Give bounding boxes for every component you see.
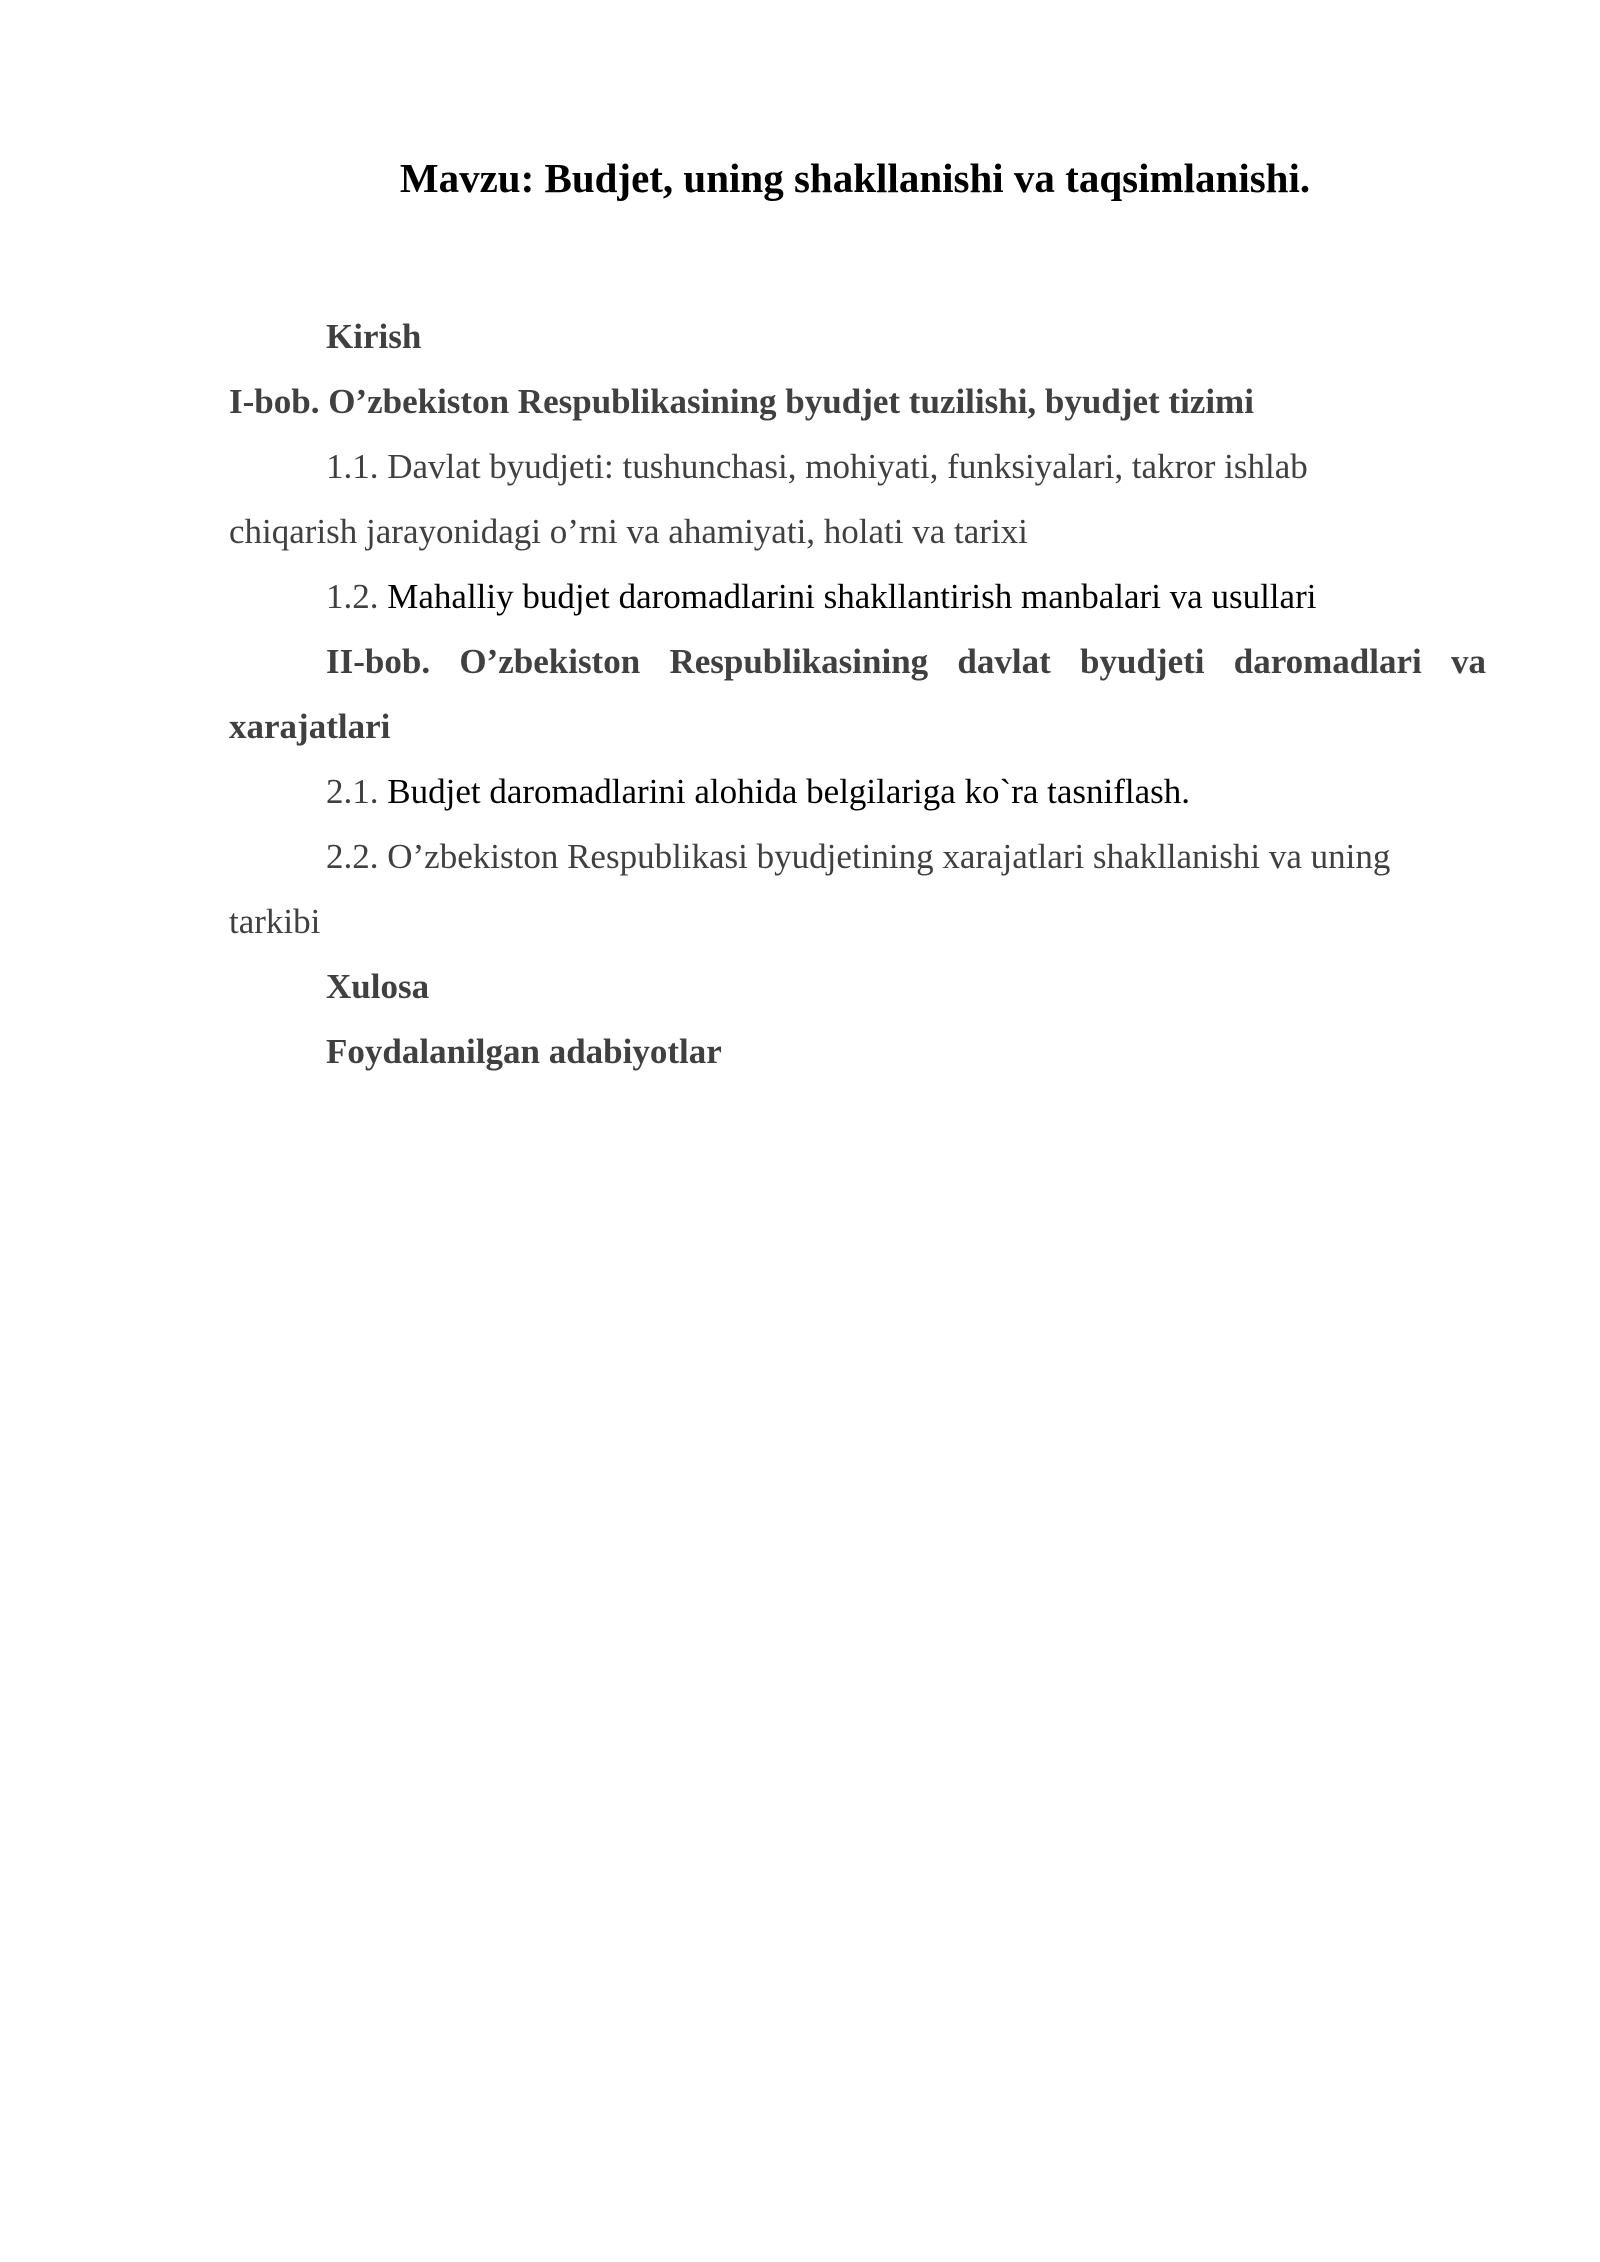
toc-section-1-2-text: Mahalliy budjet daromadlarini shakllantirish manbalari va usullari xyxy=(387,577,1317,616)
toc-section-2-2-line-2: tarkibi xyxy=(229,902,321,941)
toc-section-2-1-text: Budjet daromadlarini alohida belgilariga ko`ra tasniflash. xyxy=(387,772,1191,811)
toc-section-2-2-text: O’zbekiston Respublikasi byudjetining xarajatlari shakllanishi va uning xyxy=(387,837,1391,876)
toc-section-2-1 xyxy=(229,759,1486,824)
toc-section-1-2-number: 1.2. xyxy=(326,577,379,616)
toc-section-1-1-line-2: chiqarish jarayonidagi o’rni va ahamiyati, holati va tarixi xyxy=(229,512,1028,551)
toc-chapter-2-title-line-1: II-bob. O’zbekiston Respublikasining davlat byudjeti daromadlari va xyxy=(326,642,1486,681)
document-title: Mavzu: Budjet, uning shakllanishi va taqsimlanishi. xyxy=(399,155,1311,201)
toc-intro: Kirish xyxy=(326,317,422,356)
toc-chapter-1-title: I-bob. O’zbekiston Respublikasining byudjet tuzilishi, byudjet tizimi xyxy=(229,382,1254,421)
toc-references: Foydalanilgan adabiyotlar xyxy=(326,1032,722,1071)
table-of-contents xyxy=(229,304,1486,1084)
toc-section-2-2-line-1 xyxy=(229,824,1486,889)
toc-section-1-1-number: 1.1. xyxy=(326,447,379,486)
toc-chapter-2-title-line-2: xarajatlari xyxy=(229,707,391,746)
toc-conclusion: Xulosa xyxy=(326,967,430,1006)
toc-section-1-2 xyxy=(229,564,1486,629)
toc-section-2-1-number: 2.1. xyxy=(326,772,379,811)
toc-section-1-1-text: Davlat byudjeti: tushunchasi, mohiyati, funksiyalari, takror ishlab xyxy=(387,447,1308,486)
toc-section-1-1-line-1 xyxy=(229,434,1486,499)
toc-section-2-2-number: 2.2. xyxy=(326,837,379,876)
